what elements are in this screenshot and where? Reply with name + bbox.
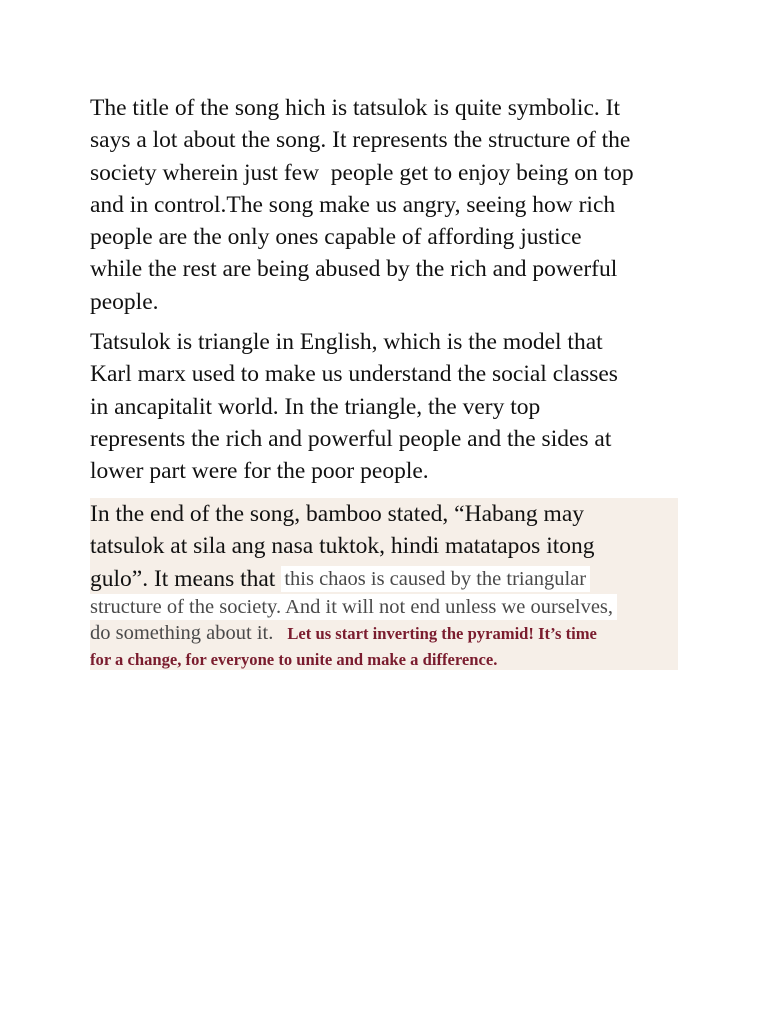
- highlighted-text-fragment: structure of the society. And it will not end unless we ourselves,: [90, 594, 617, 620]
- text-line: says a lot about the song. It represents the structure of the: [90, 127, 631, 154]
- text-fragment: gulo”. It means that: [90, 565, 276, 592]
- text-line-mixed: [90, 620, 690, 647]
- text-line: tatsulok at sila ang nasa tuktok, hindi matatapos itong: [90, 533, 595, 560]
- text-line: The title of the song hich is tatsulok is quite symbolic. It: [90, 95, 620, 121]
- paragraph-title-symbolism: [90, 92, 690, 318]
- text-fragment: do something about it.: [90, 621, 274, 644]
- text-line: people.: [90, 288, 159, 315]
- text-line: Karl marx used to make us understand the social classes: [90, 361, 618, 388]
- paragraph-tatsulok-meaning: [90, 326, 690, 487]
- text-line: lower part were for the poor people.: [90, 458, 429, 485]
- text-line: and in control.The song make us angry, seeing how rich: [90, 191, 616, 218]
- text-line: [90, 594, 690, 620]
- text-line: people are the only ones capable of affording justice: [90, 224, 582, 251]
- highlighted-text-fragment: this chaos is caused by the triangular: [281, 566, 590, 592]
- text-line: while the rest are being abused by the rich and powerful: [90, 256, 618, 283]
- text-line: in ancapitalit world. In the triangle, the very top: [90, 393, 541, 420]
- emphasis-text: Let us start inverting the pyramid! It’s time: [287, 623, 597, 643]
- paragraph-song-ending: [90, 498, 690, 673]
- emphasis-text: for a change, for everyone to unite and make a difference.: [90, 649, 498, 669]
- text-line-mixed: [90, 563, 690, 595]
- text-line: represents the rich and powerful people and the sides at: [90, 425, 612, 452]
- text-line: In the end of the song, bamboo stated, “Habang may: [90, 501, 585, 527]
- text-line: [90, 647, 690, 673]
- text-line: society wherein just few people get to enjoy being on top: [90, 159, 634, 186]
- text-line: Tatsulok is triangle in English, which is the model that: [90, 329, 603, 355]
